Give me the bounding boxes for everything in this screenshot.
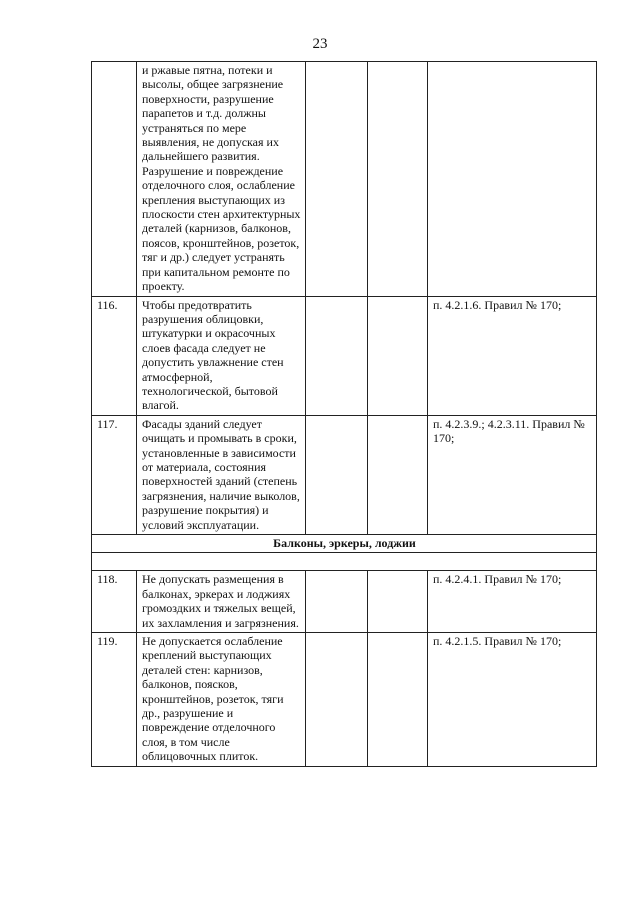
legal-reference: п. 4.2.4.1. Правил № 170; bbox=[428, 571, 597, 633]
empty-cell bbox=[306, 633, 368, 767]
requirement-text bbox=[137, 415, 306, 534]
requirement-paragraph: Фасады зданий следует очищать и промывать в сроки, установленные в зависимости от материала, состояния поверхностей зданий (степень загрязнения, наличие выколов, разрушение покрытия) и условий эксплуатации. bbox=[142, 416, 300, 532]
legal-reference bbox=[428, 62, 597, 297]
row-number: 119. bbox=[92, 633, 137, 767]
requirement-text bbox=[137, 633, 306, 767]
empty-cell bbox=[368, 633, 428, 767]
requirements-table bbox=[91, 61, 597, 767]
page-number: 23 bbox=[312, 36, 328, 52]
requirement-text bbox=[137, 296, 306, 415]
spacer-row bbox=[92, 553, 597, 571]
empty-cell bbox=[368, 62, 428, 297]
row-number: 118. bbox=[92, 571, 137, 633]
legal-reference: п. 4.2.3.9.; 4.2.3.11. Правил № 170; bbox=[428, 415, 597, 534]
empty-cell bbox=[306, 415, 368, 534]
requirement-paragraph: Не допускается ослабление креплений выступающих деталей стен: карнизов, балконов, поясков, кронштейнов, розеток, тяги др., разрушение и повреждение отделочного слоя, в том числе облицовочных плиток. bbox=[142, 634, 284, 764]
table-row bbox=[92, 62, 597, 297]
requirement-text bbox=[137, 62, 306, 297]
legal-reference: п. 4.2.1.5. Правил № 170; bbox=[428, 633, 597, 767]
table-row bbox=[92, 633, 597, 767]
empty-cell bbox=[306, 62, 368, 297]
section-title: Балконы, эркеры, лоджии bbox=[92, 535, 597, 553]
empty-cell bbox=[368, 571, 428, 633]
table-row bbox=[92, 571, 597, 633]
table-row bbox=[92, 415, 597, 534]
row-number bbox=[92, 62, 137, 297]
requirement-paragraph: и ржавые пятна, потеки и высолы, общее загрязнение поверхности, разрушение парапетов и т.д. должны устраняться по мере выявления, не допуская их дальнейшего развития. bbox=[142, 63, 284, 164]
empty-cell bbox=[306, 296, 368, 415]
row-number: 117. bbox=[92, 415, 137, 534]
row-number: 116. bbox=[92, 296, 137, 415]
empty-cell bbox=[368, 415, 428, 534]
requirement-text bbox=[137, 571, 306, 633]
requirement-paragraph: Чтобы предотвратить разрушения облицовки, штукатурки и окрасочных слоев фасада следует не допустить увлажнение стен атмосферной, технологической, бытовой влагой. bbox=[142, 297, 284, 413]
section-header-row bbox=[92, 535, 597, 553]
requirement-paragraph: Разрушение и повреждение отделочного слоя, ослабление крепления выступающих из плоскости стен архитектурных деталей (карнизов, балконов, поясов, кронштейнов, розеток, тяг и др.) следует устранять при капитальном ремонте по проекту. bbox=[142, 163, 301, 294]
spacer-cell bbox=[92, 553, 597, 571]
empty-cell bbox=[368, 296, 428, 415]
empty-cell bbox=[306, 571, 368, 633]
requirement-paragraph: Не допускать размещения в балконах, эркерах и лоджиях громоздких и тяжелых вещей, их захламления и загрязнения. bbox=[142, 572, 299, 630]
legal-reference: п. 4.2.1.6. Правил № 170; bbox=[428, 296, 597, 415]
table-row bbox=[92, 296, 597, 415]
